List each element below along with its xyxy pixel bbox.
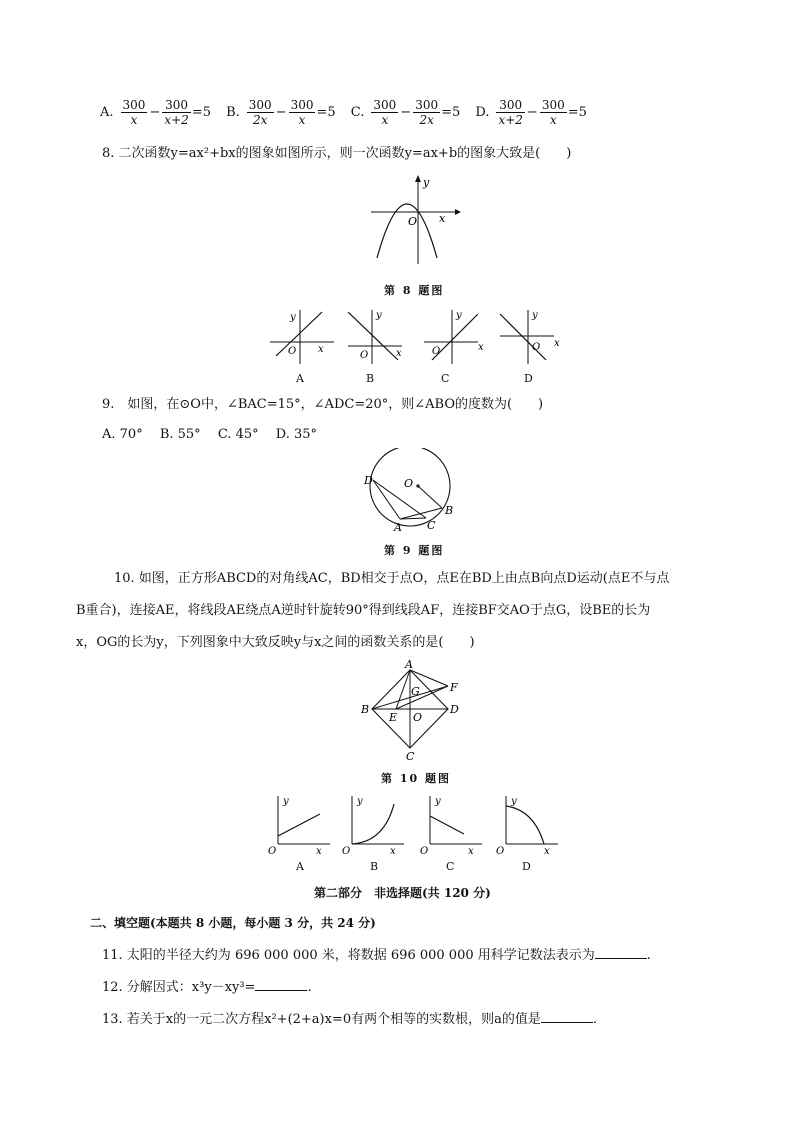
q9-circle-figure [360,448,470,536]
q8-caption: 第 8 题图 [384,284,445,297]
fraction [162,98,190,127]
fraction [247,98,274,127]
numerator: 300 [415,98,439,112]
q9-caption: 第 9 题图 [384,544,445,557]
line-graph [500,314,546,360]
origin-label: O [408,215,418,228]
x-label: x [544,846,550,857]
minus-sign: − [400,105,412,120]
numerator: 300 [290,98,314,112]
denominator: x+2 [164,113,189,127]
fraction [289,98,316,127]
q7-option-b [226,98,336,127]
point-d-label: D [450,703,459,716]
y-arrow-icon [415,175,421,182]
q12-answer-blank [255,978,307,991]
x-label: x [390,846,396,857]
q10-caption: 第 10 题图 [381,772,451,785]
q8-option-b-graph [340,304,420,366]
point-o-label: O [404,477,414,490]
line-graph [348,312,398,360]
q12 [102,978,312,997]
origin-label: O [432,346,441,357]
q10-line-1: 10. 如图，正方形ABCD的对角线AC，BD相交于点O，点E在BD上由点B向点D运动(点E不与点 [114,571,670,586]
option-label: A. [100,105,114,120]
minus-sign: − [526,105,538,120]
center-dot [416,484,419,487]
origin-label: O [496,846,505,857]
equation-rhs: =5 [191,105,211,120]
q8-option-label-b: B [366,372,375,385]
segment-af [410,670,448,686]
equation-rhs: =5 [567,105,587,120]
line-graph [276,312,322,356]
numerator: 300 [248,98,272,112]
section2-title: 二、填空题(本题共 8 小题，每小题 3 分，共 24 分) [90,916,376,930]
fraction [121,98,148,127]
q10-option-label-a: A [296,860,304,873]
point-c-label: C [427,519,436,532]
q10-option-d-graph [494,792,564,858]
minus-sign: − [275,105,287,120]
option-label: C. [350,105,365,120]
segment-da [373,480,400,519]
option-label: D. [475,105,490,120]
y-label: y [532,310,538,321]
function-graph [278,814,320,836]
q11-answer-blank [595,946,647,959]
origin-label: O [420,846,429,857]
y-label: y [456,310,462,321]
q10-option-label-b: B [370,860,379,873]
q13-end: . [592,1012,598,1027]
x-label: x [396,348,402,359]
q11 [102,946,651,965]
point-o-label: O [413,711,423,724]
q11-end: . [646,948,651,963]
y-label: y [357,796,363,807]
function-graph [506,806,544,844]
y-label: y [511,796,517,807]
y-label: y [423,176,430,189]
point-d-label: D [364,474,373,487]
segment-ob [418,486,442,508]
denominator: 2x [253,113,268,127]
x-label: x [468,846,474,857]
segment-ae [396,670,410,709]
numerator: 300 [122,98,146,112]
q8-option-label-a: A [296,372,304,385]
q8-option-d-graph [494,304,574,366]
origin-label: O [342,846,351,857]
origin-label: O [288,346,297,357]
denominator: x [381,113,389,127]
q10-line-2: B重合)，连接AE，将线段AE绕点A逆时针旋转90°得到线段AF，连接BF交AO于点G，设BE的长为 [76,603,651,618]
q8-option-a-graph [262,304,342,366]
x-label: x [554,338,560,349]
fraction [540,98,567,127]
point-g-label: G [411,685,420,698]
q7-option-a [100,98,211,127]
q13-answer-blank [541,1010,593,1023]
x-label: x [478,342,484,353]
q7-option-c [351,98,461,127]
fraction [371,98,398,127]
q9-stem: 9. 如图，在⊙O中，∠BAC=15°，∠ADC=20°，则∠ABO的度数为( ) [102,397,544,412]
x-label: x [318,344,324,355]
minus-sign: − [149,105,161,120]
q10-option-c-graph [418,792,488,858]
denominator: x [130,113,138,127]
part2-title: 第二部分 非选择题(共 120 分) [314,886,491,900]
point-a-label: A [394,521,402,534]
origin-label: O [268,846,277,857]
q9-options: A. 70° B. 55° C. 45° D. 35° [102,427,318,442]
x-label: x [439,212,446,225]
point-f-label: F [450,681,458,694]
segment-ef [396,686,448,709]
y-label: y [376,310,382,321]
q11-text: 11. 太阳的半径大约为 696 000 000 米，将数据 696 000 000 用科学记数法表示为 [102,948,595,963]
q8-stem: 8. 二次函数y=ax²+bx的图象如图所示，则一次函数y=ax+b的图象大致是( ) [102,146,572,161]
q7-option-d [475,98,587,127]
q13-text: 13. 若关于x的一元二次方程x²+(2+a)x=0有两个相等的实数根，则a的值是 [102,1012,541,1027]
equation-rhs: =5 [316,105,336,120]
y-label: y [283,796,289,807]
q8-option-c-graph [418,304,498,366]
numerator: 300 [373,98,397,112]
point-b-label: B [361,703,370,716]
q12-text: 12. 分解因式：x³y－xy³= [102,980,256,995]
denominator: 2x [419,113,434,127]
q10-option-b-graph [340,792,410,858]
q10-option-label-d: D [522,860,531,873]
x-arrow-icon [455,209,461,215]
point-c-label: C [406,750,415,763]
denominator: x [298,113,306,127]
point-b-label: B [445,504,454,517]
function-graph [430,816,464,834]
numerator: 300 [162,98,190,113]
function-graph [352,804,394,844]
point-e-label: E [389,711,398,724]
option-label: B. [226,105,240,120]
numerator: 300 [541,98,565,112]
fraction [496,98,524,127]
numerator: 300 [496,98,524,113]
denominator: x+2 [498,113,523,127]
y-label: y [435,796,441,807]
origin-label: O [360,350,369,361]
q8-parabola-figure [365,172,465,268]
point-a-label: A [405,658,413,671]
denominator: x [549,113,557,127]
equation-rhs: =5 [441,105,461,120]
x-label: x [316,846,322,857]
q7-options-row [100,98,597,127]
fraction [413,98,440,127]
q8-option-label-c: C [441,372,450,385]
q12-end: . [307,980,312,995]
y-label: y [290,312,296,323]
q10-option-a-graph [266,792,336,858]
q10-option-label-c: C [446,860,455,873]
q8-option-label-d: D [524,372,533,385]
q13 [102,1010,597,1029]
origin-label: O [532,342,541,353]
q10-square-figure [356,658,468,764]
q10-line-3: x，OG的长为y，下列图象中大致反映y与x之间的函数关系的是( ) [76,635,475,650]
